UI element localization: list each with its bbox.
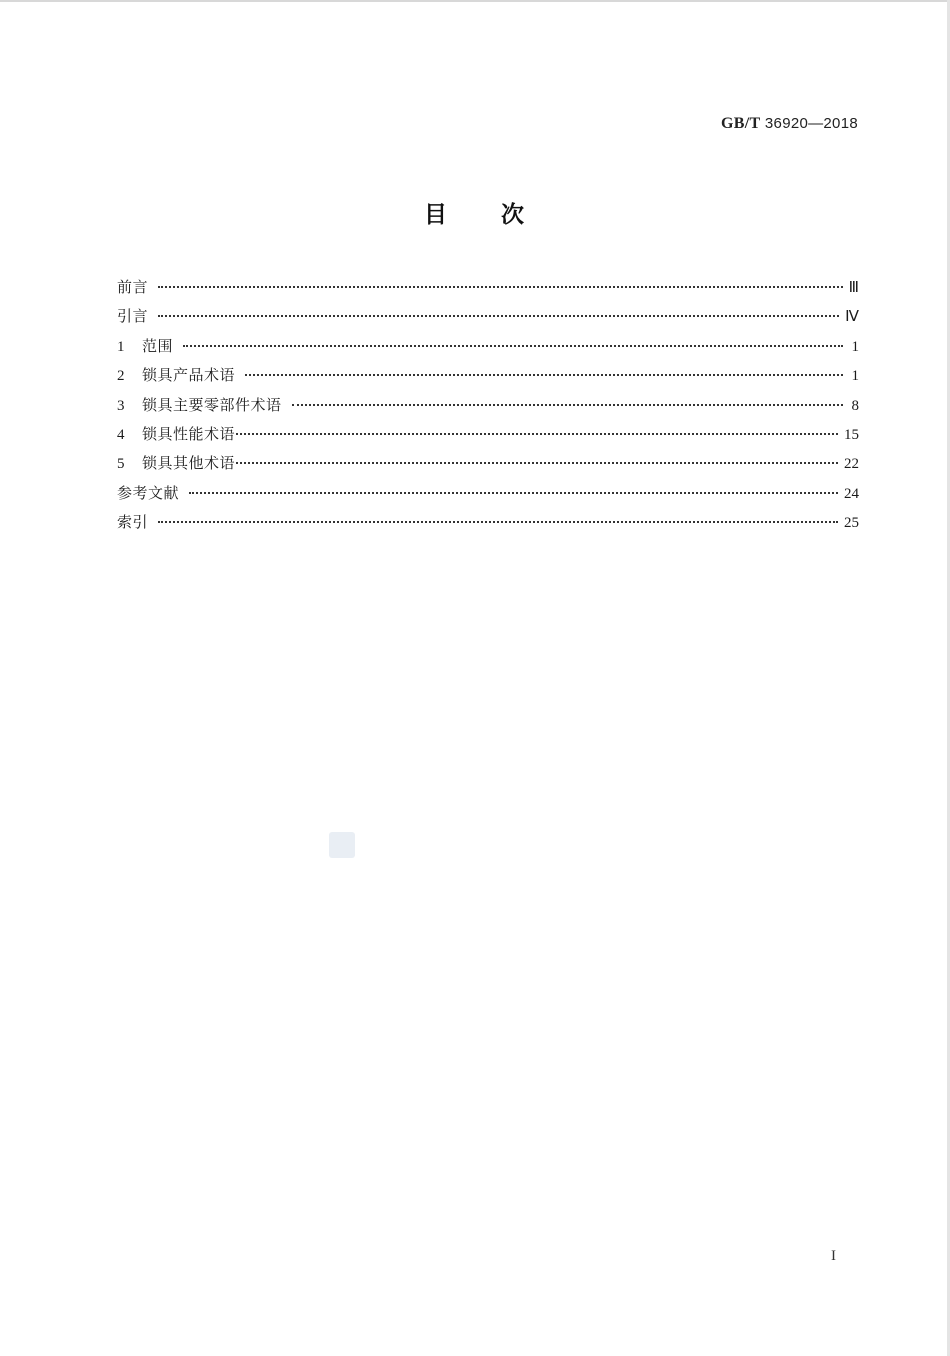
toc-list: [117, 276, 859, 541]
toc-dot-leader: [158, 315, 839, 317]
standard-number: 36920—2018: [764, 115, 858, 132]
toc-entry-number: 5: [117, 456, 125, 473]
toc-title: [0, 196, 950, 229]
toc-entry-label: 引言: [117, 307, 149, 326]
toc-entry-number: 2: [117, 368, 125, 385]
toc-entry-page: 1: [851, 338, 859, 355]
toc-entry-foreword[interactable]: [117, 276, 859, 305]
toc-entry-page: 24: [844, 485, 859, 502]
toc-entry-label: 锁具性能术语: [142, 424, 236, 443]
toc-entry-page: 22: [844, 456, 859, 473]
toc-entry-other-terms[interactable]: [117, 452, 859, 481]
standard-code: [721, 115, 858, 133]
toc-entry-bibliography[interactable]: [117, 482, 859, 511]
toc-dot-leader: [158, 286, 843, 288]
toc-dot-leader: [236, 433, 838, 435]
toc-dot-leader: [189, 492, 838, 494]
toc-entry-label: 参考文献: [117, 483, 180, 502]
toc-dot-leader: [292, 404, 843, 406]
toc-entry-scope[interactable]: [117, 335, 859, 364]
toc-entry-label: 索引: [117, 513, 149, 532]
toc-entry-page: 15: [844, 426, 859, 443]
toc-title-part2: 次: [501, 202, 526, 228]
toc-entry-page: 1: [851, 368, 859, 385]
toc-dot-leader: [158, 521, 838, 523]
toc-entry-page: 8: [851, 397, 859, 414]
toc-title-part1: 目: [424, 202, 449, 228]
page-number: I: [831, 1248, 836, 1264]
toc-entry-component-terms[interactable]: [117, 394, 859, 423]
toc-entry-introduction[interactable]: [117, 305, 859, 334]
toc-entry-number: 1: [117, 338, 125, 355]
standard-prefix: GB/T: [721, 115, 761, 132]
toc-dot-leader: [183, 345, 843, 347]
toc-entry-label: 范围: [142, 336, 174, 355]
toc-entry-label: 锁具产品术语: [142, 366, 236, 385]
toc-entry-label: 锁具其他术语: [142, 454, 236, 473]
page-top-edge: [0, 0, 950, 2]
toc-entry-page: 25: [844, 515, 859, 532]
toc-entry-number: 3: [117, 397, 125, 414]
toc-entry-number: 4: [117, 426, 125, 443]
toc-entry-performance-terms[interactable]: [117, 423, 859, 452]
toc-entry-label: 锁具主要零部件术语: [142, 395, 282, 414]
toc-dot-leader: [236, 462, 838, 464]
toc-entry-index[interactable]: [117, 511, 859, 540]
toc-entry-page: Ⅲ: [848, 280, 859, 296]
toc-entry-label: 前言: [117, 278, 149, 296]
toc-entry-product-terms[interactable]: [117, 364, 859, 393]
toc-dot-leader: [245, 374, 843, 376]
toc-entry-page: Ⅳ: [845, 309, 859, 326]
faint-watermark-mark: [329, 832, 355, 858]
